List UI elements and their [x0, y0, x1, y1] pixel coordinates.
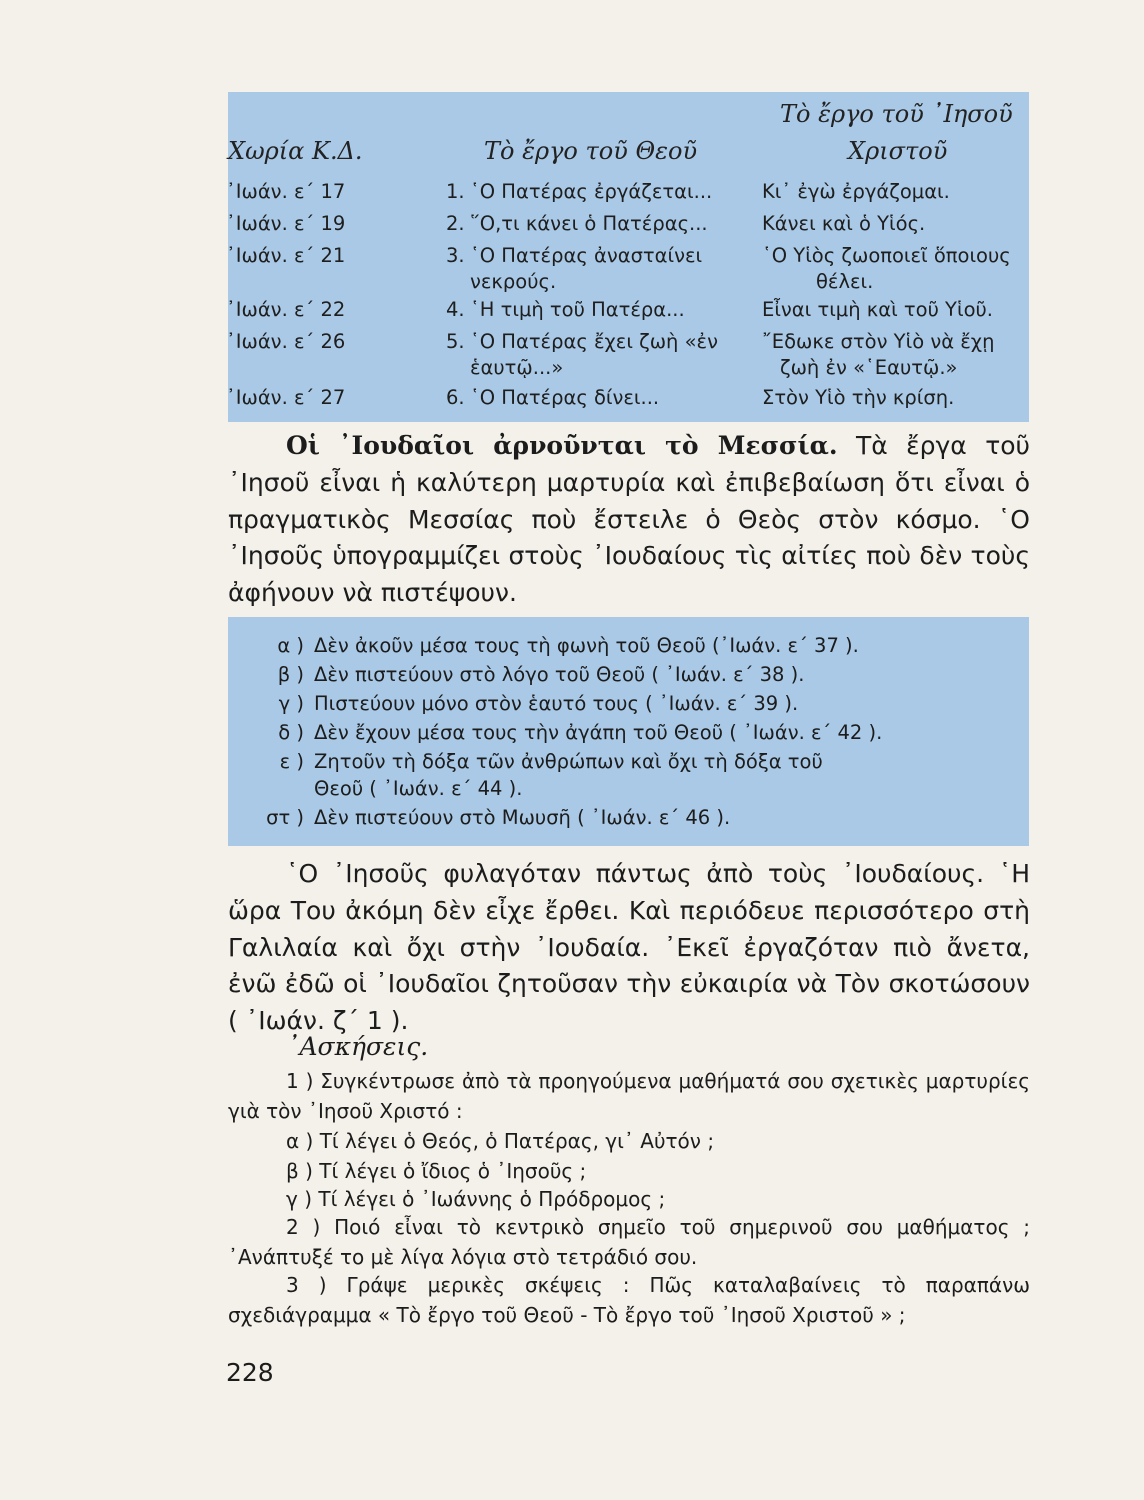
table-jesus-cell: ῎Εδωκε στὸν Υἱὸ νὰ ἔχῃ [762, 330, 995, 353]
table-god-cell: νεκρούς. [470, 270, 557, 293]
reason-label: α ) [277, 634, 304, 657]
reason-label: β ) [277, 663, 304, 686]
paragraph-jews-deny-messiah [228, 428, 1030, 612]
reason-label: δ ) [278, 721, 304, 744]
paragraph-text: Τὰ ἔργα τοῦ ᾿Ιησοῦ εἶναι ἡ καλύτερη μαρτυρία καὶ ἐπιβεβαίωση ὅτι εἶναι ὁ πραγματικὸς Μεσσίας ποὺ ἔστειλε ὁ Θεὸς στὸν κόσμο. ῾Ο ᾿Ιησοῦς ὑπογραμμίζει στοὺς ᾿Ιουδαίους τὶς αἰτίες ποὺ δὲν τοὺς ἀφήνουν νὰ πιστέψουν. [228, 431, 1031, 608]
table-god-cell: ῾Ο Πατέρας ἀνασταίνει [470, 244, 703, 267]
exercise-3: 3 ) Γράψε μερικὲς σκέψεις : Πῶς καταλαβαίνεις τὸ παραπάνω σχεδιάγραμμα « Τὸ ἔργο τοῦ Θεοῦ - Τὸ ἔργο τοῦ ᾿Ιησοῦ Χριστοῦ » ; [228, 1273, 1030, 1327]
table-god-cell: ἑαυτῷ...» [470, 356, 564, 379]
reason-line: Πιστεύουν μόνο στὸν ἑαυτό τους ( ᾿Ιωάν. ε´ 39 ). [314, 692, 799, 715]
paragraph-jesus-in-galilee [228, 856, 1030, 1040]
table-ref: ᾿Ιωάν. ε´ 19 [226, 212, 346, 235]
table-ref: ᾿Ιωάν. ε´ 21 [226, 244, 346, 267]
table-row-number: 3. [446, 244, 465, 267]
exercise-2: 2 ) Ποιό εἶναι τὸ κεντρικὸ σημεῖο τοῦ σημερινοῦ σου μαθήματος ; ᾿Ανάπτυξέ το μὲ λίγα λόγια στὸ τετράδιό σου. [228, 1215, 1030, 1269]
reason-label: ε ) [279, 750, 304, 773]
table-god-cell: ῾Ο Πατέρας ἔχει ζωὴ «ἐν [470, 330, 718, 353]
table-god-cell: ῾Ο Πατέρας ἐργάζεται... [470, 180, 713, 203]
reason-line: Δὲν πιστεύουν στὸ Μωυσῆ ( ᾿Ιωάν. ε´ 46 ). [314, 806, 731, 829]
table-jesus-cell: ζωὴ ἐν «῾Εαυτῷ.» [780, 356, 958, 379]
table-ref: ᾿Ιωάν. ε´ 26 [226, 330, 346, 353]
table-jesus-cell: θέλει. [816, 270, 874, 293]
table-ref: ᾿Ιωάν. ε´ 27 [226, 386, 346, 409]
reason-line: Δὲν ἀκοῦν μέσα τους τὴ φωνὴ τοῦ Θεοῦ (᾿Ιωάν. ε´ 37 ). [314, 634, 859, 657]
table-header-work-of-jesus-line2: Χριστοῦ [848, 137, 948, 165]
table-jesus-cell: ῾Ο Υἱὸς ζωοποιεῖ ὅποιους [762, 244, 1011, 267]
reason-line: Θεοῦ ( ᾿Ιωάν. ε´ 44 ). [314, 777, 523, 800]
exercise-1a: α ) Τί λέγει ὁ Θεός, ὁ Πατέρας, γι᾿ Αὐτόν ; [286, 1129, 715, 1153]
table-header-passages: Χωρία Κ.Δ. [228, 137, 363, 165]
reason-line: Ζητοῦν τὴ δόξα τῶν ἀνθρώπων καὶ ὄχι τὴ δόξα τοῦ [314, 750, 823, 773]
table-row-number: 5. [446, 330, 465, 353]
table-jesus-cell: Κι᾿ ἐγὼ ἐργάζομαι. [762, 180, 950, 203]
table-row-number: 1. [446, 180, 465, 203]
table-god-cell: ῞Ο,τι κάνει ὁ Πατέρας... [470, 212, 708, 235]
table-row-number: 4. [446, 298, 465, 321]
table-row-number: 2. [446, 212, 465, 235]
table-row-number: 6. [446, 386, 465, 409]
page-number: 228 [226, 1358, 274, 1387]
paragraph-text: ῾Ο ᾿Ιησοῦς φυλαγόταν πάντως ἀπὸ τοὺς ᾿Ιουδαίους. ῾Η ὥρα Του ἀκόμη δὲν εἶχε ἔρθει. Καὶ περιόδευε περισσότερο στὴ Γαλιλαία καὶ ὄχι στὴν ᾿Ιουδαία. ᾿Εκεῖ ἐργαζόταν πιὸ ἄνετα, ἐνῶ ἐδῶ οἱ ᾿Ιουδαῖοι ζητοῦσαν τὴν εὐκαιρία νὰ Τὸν σκοτώσουν ( ᾿Ιωάν. ζ´ 1 ). [228, 859, 1030, 1036]
exercise-1: 1 ) Συγκέντρωσε ἀπὸ τὰ προηγούμενα μαθήματά σου σχετικὲς μαρτυρίες γιὰ τὸν ᾿Ιησοῦ Χριστό : [228, 1069, 1030, 1123]
paragraph-heading: Οἱ ᾿Ιουδαῖοι ἀρνοῦνται τὸ Μεσσία. [286, 431, 838, 460]
table-header-work-of-jesus-line1: Τὸ ἔργο τοῦ ᾿Ιησοῦ [780, 100, 1013, 128]
reason-label: στ ) [266, 806, 304, 829]
table-ref: ᾿Ιωάν. ε´ 22 [226, 298, 346, 321]
exercises-title: ᾿Ασκήσεις. [287, 1032, 429, 1061]
table-jesus-cell: Κάνει καὶ ὁ Υἱός. [762, 212, 926, 235]
reason-label: γ ) [278, 692, 304, 715]
exercise-1b: β ) Τί λέγει ὁ ἴδιος ὁ ᾿Ιησοῦς ; [286, 1159, 587, 1183]
reason-line: Δὲν πιστεύουν στὸ λόγο τοῦ Θεοῦ ( ᾿Ιωάν. ε´ 38 ). [314, 663, 805, 686]
table-ref: ᾿Ιωάν. ε´ 17 [226, 180, 346, 203]
table-god-cell: ῾Ο Πατέρας δίνει... [470, 386, 660, 409]
table-header-work-of-god: Τὸ ἔργο τοῦ Θεοῦ [484, 137, 698, 165]
reason-line: Δὲν ἔχουν μέσα τους τὴν ἀγάπη τοῦ Θεοῦ ( ᾿Ιωάν. ε´ 42 ). [314, 721, 883, 744]
table-god-cell: ῾Η τιμὴ τοῦ Πατέρα... [470, 298, 685, 321]
table-jesus-cell: Εἶναι τιμὴ καὶ τοῦ Υἱοῦ. [762, 298, 993, 321]
table-jesus-cell: Στὸν Υἱὸ τὴν κρίση. [762, 386, 955, 409]
exercise-1c: γ ) Τί λέγει ὁ ᾿Ιωάννης ὁ Πρόδρομος ; [286, 1187, 666, 1211]
